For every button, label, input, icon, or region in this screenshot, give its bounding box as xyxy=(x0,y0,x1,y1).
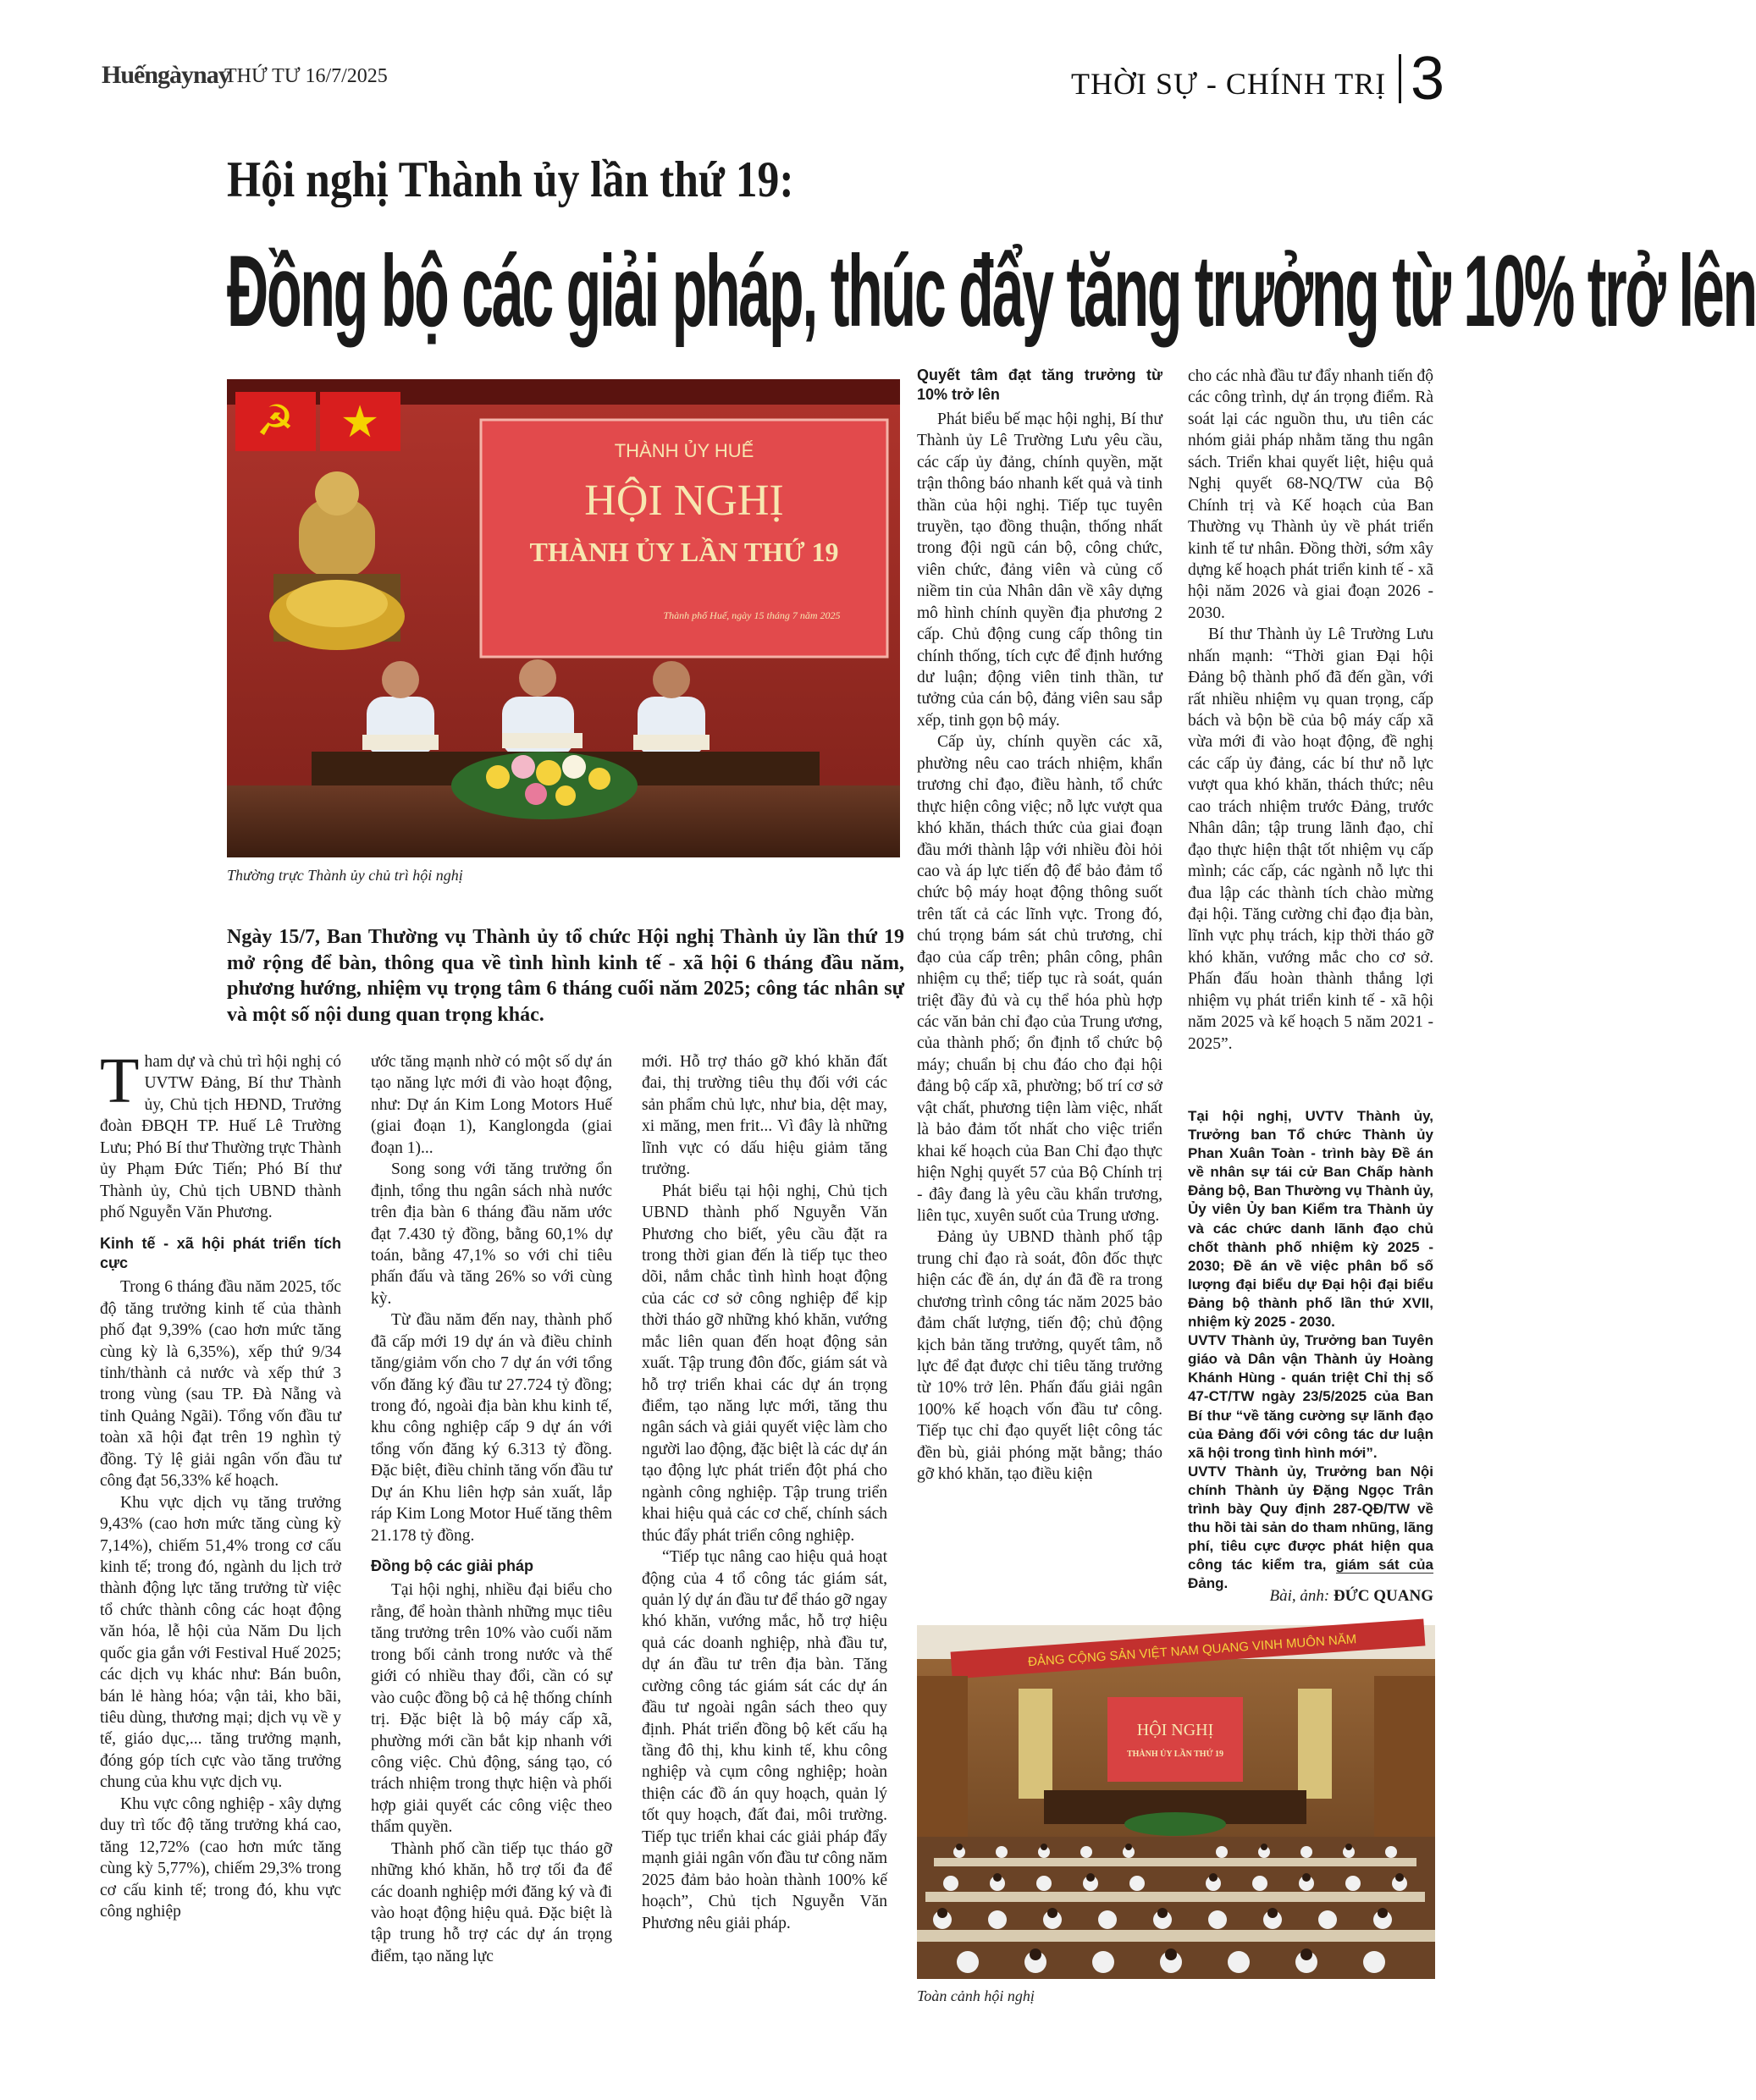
col3-paragraph-1: mới. Hỗ trợ tháo gỡ khó khăn đất đai, thị trường tiêu thụ đối với các sản phẩm chủ lực, như bia, dệt may, xi măng, men frit... Vì đây là những lĩnh vực có dấu hiệu giảm tăng trưởng. xyxy=(642,1053,887,1179)
page-divider xyxy=(1399,54,1401,103)
col5-paragraph-2: Bí thư Thành ủy Lê Trường Lưu nhấn mạnh: “Thời gian Đại hội Đảng bộ thành phố đã đến gần, với rất nhiều nhiệm vụ quan trọng, cấp bách và bộn bề của bộ máy cấp xã vừa mới đi vào hoạt động, đề nghị các cấp ủy đảng, các bí thư nỗ lực vượt qua khó khăn, thách thức; nêu cao trách nhiệm trước Đảng, trước Nhân dân; tập trung lãnh đạo, chỉ đạo thực hiện thật tốt nhiệm vụ cấp mình; các cấp, các ngành nỗ lực thi đua lập các thành tích chào mừng đại hội. Tăng cường chỉ đạo địa bàn, lĩnh vực phụ trách, kịp thời tháo gỡ khó khăn, vướng mắc cho cơ sở. Phấn đấu hoàn thành thắng lợi nhiệm vụ phát triển kinh tế - xã hội năm 2025 và kế hoạch 5 năm 2021 - 2025”. xyxy=(1188,626,1433,1053)
col1-paragraph-3: Khu vực dịch vụ tăng trưởng 9,43% (cao hơn mức tăng cùng kỳ 7,14%), chiếm 51,4% trong cơ cấu kinh tế; trong đó, ngành du lịch trở thành động lực tăng trưởng từ việc tổ chức thành công các hoạt động văn hóa, lễ hội của Năm Du lịch quốc gia gắn với Festival Huế 2025; các dịch vụ khác như: Bán buôn, bán lẻ hàng hóa; vận tải, kho bãi, tiêu dùng, thương mại; dịch vụ về y tế, giáo dục,... tăng trưởng mạnh, đóng góp tích cực vào tăng trưởng chung của khu vực dịch vụ. xyxy=(100,1493,341,1792)
conference-podium-photo xyxy=(227,379,900,857)
banner-title: HỘI NGHỊ xyxy=(584,477,784,525)
text-column-3 xyxy=(642,1051,887,1934)
podium-photo-illustration xyxy=(227,379,900,857)
subhead-dong-bo: Đồng bộ các giải pháp xyxy=(371,1557,534,1575)
article-headline: Đồng bộ các giải pháp, thúc đẩy tăng trưởng từ 10% trở lên xyxy=(227,234,1756,348)
audience-rows xyxy=(917,1837,1435,1979)
hall-photo-illustration xyxy=(917,1625,1435,1979)
text-column-2 xyxy=(371,1051,612,1967)
col2-paragraph-1: ước tăng mạnh nhờ có một số dự án tạo năng lực mới đi vào hoạt động, như: Dự án Kim Long Motors Huế (giai đoạn 1), Kanglongda (giai đoạn 1)... xyxy=(371,1053,612,1157)
svg-text:☭: ☭ xyxy=(256,397,295,444)
side-note-3: UVTV Thành ủy, Trưởng ban Nội chính Thành ủy Đặng Ngọc Trân trình bày Quy định 287-QĐ/TW về thu hồi tài sản do tham nhũng, lãng phí, tiêu cực được phát hiện qua công tác kiểm tra, giám sát của Đảng. xyxy=(1188,1463,1433,1592)
byline-label: Bài, ảnh: xyxy=(1269,1587,1330,1605)
col1-paragraph-1: Tham dự và chủ trì hội nghị có UVTW Đảng, Bí thư Thành ủy, Chủ tịch HĐND, Trưởng đoàn ĐBQH TP. Huế Lê Trường Lưu; Phó Bí thư Thường trực Thành ủy Phạm Đức Tiến; Phó Bí thư Thành ủy, Chủ tịch UBND thành phố Nguyễn Văn Phương. xyxy=(100,1045,341,1222)
banner-subtitle: THÀNH ỦY LẦN THỨ 19 xyxy=(529,537,839,567)
article-kicker: Hội nghị Thành ủy lần thứ 19: xyxy=(227,152,794,207)
screen-subtitle: THÀNH ỦY LẦN THỨ 19 xyxy=(1126,1750,1224,1759)
drop-cap: T xyxy=(100,1045,140,1116)
banner-place: Thành phố Huế, ngày 15 tháng 7 năm 2025 xyxy=(663,609,841,621)
side-notes xyxy=(1188,1107,1433,1593)
masthead-logo: Huếngàynay xyxy=(102,61,230,89)
side-note-1: Tại hội nghị, UVTV Thành ủy, Trưởng ban Tổ chức Thành ủy Phan Xuân Toàn - trình bày Đề án về nhân sự tái cử Ban Chấp hành Đảng bộ, Ban Thường vụ Thành ủy, Ủy viên Ủy ban Kiểm tra Thành ủy và các chức danh lãnh đạo chủ chốt thành phố nhiệm kỳ 2025 - 2030; Đề án về việc phân bổ số lượng đại biểu dự Đại hội đại biểu Đảng bộ thành phố lần thứ XVII, nhiệm kỳ 2025 - 2030. xyxy=(1188,1108,1433,1331)
col2-paragraph-3: Từ đầu năm đến nay, thành phố đã cấp mới 19 dự án và điều chỉnh tăng/giảm vốn cho 7 dự án với tổng vốn đăng ký đầu tư 27.724 tỷ đồng; trong đó, ngoài địa bàn khu kinh tế, khu công nghiệp cấp 9 dự án với tổng vốn đăng ký 6.313 tỷ đồng. Đặc biệt, điều chỉnh tăng vốn đầu tư Dự án Khu liên hợp sản xuất, lắp ráp Kim Long Motor Huế tăng thêm 21.178 tỷ đồng. xyxy=(371,1311,612,1545)
byline-author: ĐỨC QUANG xyxy=(1333,1587,1433,1605)
col3-paragraph-3: “Tiếp tục nâng cao hiệu quả hoạt động của 4 tổ công tác giám sát, quản lý dự án đầu tư để tháo gỡ ngay khó khăn, vướng mắc, hỗ trợ hiệu quả các doanh nghiệp, nhà đầu tư, dự án đầu tư trên địa bàn. Tăng cường công tác giám sát các dự án đầu tư ngoài ngân sách theo quy định. Phát triển đồng bộ kết cấu hạ tầng đô thị, khu kinh tế, khu công nghiệp và cụm công nghiệp; hoàn thiện các đồ án quy hoạch, quản lý tốt quy hoạch, đất đai, môi trường. Tiếp tục triển khai các giải pháp đẩy mạnh giải ngân vốn đầu tư công năm 2025 đảm bảo hoàn thành 100% kế hoạch”, Chủ tịch Nguyễn Văn Phương nêu giải pháp. xyxy=(642,1548,887,1932)
byline-rule xyxy=(1336,1573,1433,1574)
col4-paragraph-2: Cấp ủy, chính quyền các xã, phường nêu cao trách nhiệm, khẩn trương chỉ đạo, điều hành, tổ chức thực hiện công việc; nỗ lực vượt qua khó khăn, thách thức của giai đoạn đầu mới thành lập với nhiều đòi hỏi cao và áp lực tiến độ để bảo đảm tổ chức bộ máy hoạt động thông suốt trên tất cả các lĩnh vực. Trong đó, chú trọng bám sát chủ trương, chỉ đạo của cấp trên; phân công, phân nhiệm cụ thể; tiếp tục rà soát, quán triệt đầy đủ và cụ thể hóa phù hợp các văn bản chỉ đạo của Trung ương, của thành phố; ổn định tổ chức bộ máy; chuẩn bị chu đáo cho đại hội đảng bộ cấp xã, phường; bố trí cơ sở vật chất, phương tiện làm việc, nhất là bảo đảm tốt nhất cho việc triển khai kế hoạch của Ban Chỉ đạo thực hiện Nghị quyết 57 của Bộ Chính trị - đây đang là yêu cầu khẩn trương, liên tục, xuyên suốt của Trung ương. xyxy=(917,733,1162,1225)
article-lead: Ngày 15/7, Ban Thường vụ Thành ủy tổ chức Hội nghị Thành ủy lần thứ 19 mở rộng để bàn, thông qua về tình hình kinh tế - xã hội 6 tháng đầu năm, phương hướng, nhiệm vụ trọng tâm 6 tháng cuối năm 2025; công tác nhân sự và một số nội dung quan trọng khác. xyxy=(227,926,904,1027)
col5-paragraph-1: cho các nhà đầu tư đẩy nhanh tiến độ các công trình, dự án trọng điểm. Rà soát lại các nguồn thu, ưu tiên các nhóm giải pháp nhằm tăng thu ngân sách. Triển khai quyết liệt, hiệu quả Nghị quyết 68-NQ/TW của Bộ Chính trị và Kế hoạch của Ban Thường vụ Thành ủy về phát triển kinh tế tư nhân. Đồng thời, sớm xây dựng kế hoạch phát triển kinh tế - xã hội năm 2026 và giai đoạn 2026 - 2030. xyxy=(1188,367,1433,622)
photo1-caption: Thường trực Thành ủy chủ trì hội nghị xyxy=(227,867,463,884)
section-name: THỜI SỰ - CHÍNH TRỊ xyxy=(1071,67,1387,101)
svg-text:★: ★ xyxy=(340,399,380,447)
col3-paragraph-2: Phát biểu tại hội nghị, Chủ tịch UBND thành phố Nguyễn Văn Phương cho biết, yêu cầu đặt ra trong thời gian đến là tiếp tục theo dõi, nắm chắc tình hình hoạt động của các cơ sở công nghiệp để kịp thời tháo gỡ những khó khăn, vướng mắc liên quan đến hoạt động sản xuất. Tập trung đôn đốc, giám sát và hỗ trợ triển khai các dự án trọng điểm, tạo năng lực mới, tăng thu ngân sách và giải quyết việc làm cho người lao động, đặc biệt là các dự án tạo động lực phát triển đột phá cho ngành công nghiệp. Tập trung triển khai hiệu quả các cơ chế, chính sách thúc đẩy phát triển công nghiệp. xyxy=(642,1182,887,1545)
issue-date: THỨ TƯ 16/7/2025 xyxy=(224,65,388,87)
text-column-4 xyxy=(917,366,1162,1485)
screen-title: HỘI NGHỊ xyxy=(1136,1721,1214,1739)
subhead-quyet-tam: Quyết tâm đạt tăng trưởng từ 10% trở lên xyxy=(917,367,1162,404)
col1-paragraph-2: Trong 6 tháng đầu năm 2025, tốc độ tăng trưởng kinh tế của thành phố đạt 9,39% (cao hơn mức tăng cùng kỳ là 6,35%), xếp thứ 9/34 tỉnh/thành cả nước và xếp thứ 3 trong vùng (sau TP. Đà Nẵng và tỉnh Quảng Ngãi). Tổng vốn đầu tư toàn xã hội đạt trên 19 nghìn tỷ đồng. Tỷ lệ giải ngân vốn đầu tư công đạt 56,33% kế hoạch. xyxy=(100,1278,341,1491)
byline xyxy=(1188,1587,1433,1606)
page-number: 3 xyxy=(1411,45,1445,113)
subhead-kinh-te: Kinh tế - xã hội phát triển tích cực xyxy=(100,1234,341,1271)
photo2-caption: Toàn cảnh hội nghị xyxy=(917,1987,1035,2004)
col2-paragraph-5: Thành phố cần tiếp tục tháo gỡ những khó khăn, hỗ trợ tối đa để các doanh nghiệp mới đăng ký và đi vào hoạt động hiệu quả. Đặc biệt là tập trung hỗ trợ các dự án trọng điểm, tạo năng lực xyxy=(371,1839,612,1965)
col2-paragraph-4: Tại hội nghị, nhiều đại biểu cho rằng, để hoàn thành những mục tiêu tăng trưởng trên 10% vào cuối năm trong bối cảnh trong nước và thế giới có nhiều thay đổi, cần có sự vào cuộc đồng bộ cả hệ thống chính trị. Đặc biệt là bộ máy cấp xã, phường mới cần bắt kịp nhanh với công việc. Chủ động, sáng tạo, có trách nhiệm trong thực hiện và phối hợp giải quyết các công việc theo thẩm quyền. xyxy=(371,1581,612,1837)
flower-arrangement xyxy=(451,752,638,819)
hall-screen xyxy=(1107,1697,1243,1782)
slogan-text: ĐẢNG CỘNG SẢN VIỆT NAM QUANG VINH MUÔN NĂM xyxy=(1027,1632,1357,1670)
conference-hall-photo xyxy=(917,1625,1435,1979)
col4-paragraph-1: Phát biểu bế mạc hội nghị, Bí thư Thành ủy Lê Trường Lưu yêu cầu, các cấp ủy đảng, chính quyền, mặt trận thông báo nhanh kết quả và tinh thần của hội nghị. Tiếp tục tuyên truyền, tạo đồng thuận, thống nhất trong đội ngũ cán bộ, công chức, viên chức, đảng viên và củng cố niềm tin của Nhân dân về xây dựng mô hình chính quyền địa phương 2 cấp. Chủ động cung cấp thông tin chính thống, tích cực để định hướng dư luận; động viên tinh thần, tư tưởng của cán bộ, đảng viên sau sắp xếp, tinh gọn bộ máy. xyxy=(917,410,1162,730)
col4-paragraph-3: Đảng ủy UBND thành phố tập trung chỉ đạo rà soát, đôn đốc thực hiện các đề án, dự án đã đề ra trong chương trình công tác năm 2025 bảo đảm chất lượng, tiến độ; chủ động kịch bản tăng trưởng, quyết tâm, nỗ lực để đạt được chỉ tiêu tăng trưởng từ 10% trở lên. Phấn đấu giải ngân 100% kế hoạch vốn đầu tư công. Tiếp tục chỉ đạo quyết liệt công tác đền bù, giải phóng mặt bằng; tháo gỡ khó khăn, tạo điều kiện xyxy=(917,1228,1162,1484)
text-column-5 xyxy=(1188,366,1433,1055)
banner-org: THÀNH ỦY HUẾ xyxy=(614,440,754,461)
col2-paragraph-2: Song song với tăng trưởng ổn định, tổng thu ngân sách nhà nước trên địa bàn 6 tháng đầu năm ước đạt 7.430 tỷ đồng, bằng 60,1% dự toán, bằng 47,1% so với chỉ tiêu phấn đấu và tăng 26% so với cùng kỳ. xyxy=(371,1160,612,1308)
side-note-2: UVTV Thành ủy, Trưởng ban Tuyên giáo và Dân vận Thành ủy Hoàng Khánh Hùng - quán triệt Chỉ thị số 47-CT/TW ngày 23/5/2025 của Ban Bí thư “về tăng cường sự lãnh đạo của Đảng đối với công tác dư luận xã hội trong tình hình mới”. xyxy=(1188,1332,1433,1461)
col1-paragraph-4: Khu vực công nghiệp - xây dựng duy trì tốc độ tăng trưởng khá cao, tăng 12,72% (cao hơn mức tăng cùng kỳ 5,77%), chiếm 29,3% trong cơ cấu kinh tế; trong đó, khu vực công nghiệp xyxy=(100,1794,341,1921)
text-column-1 xyxy=(100,1045,341,1922)
